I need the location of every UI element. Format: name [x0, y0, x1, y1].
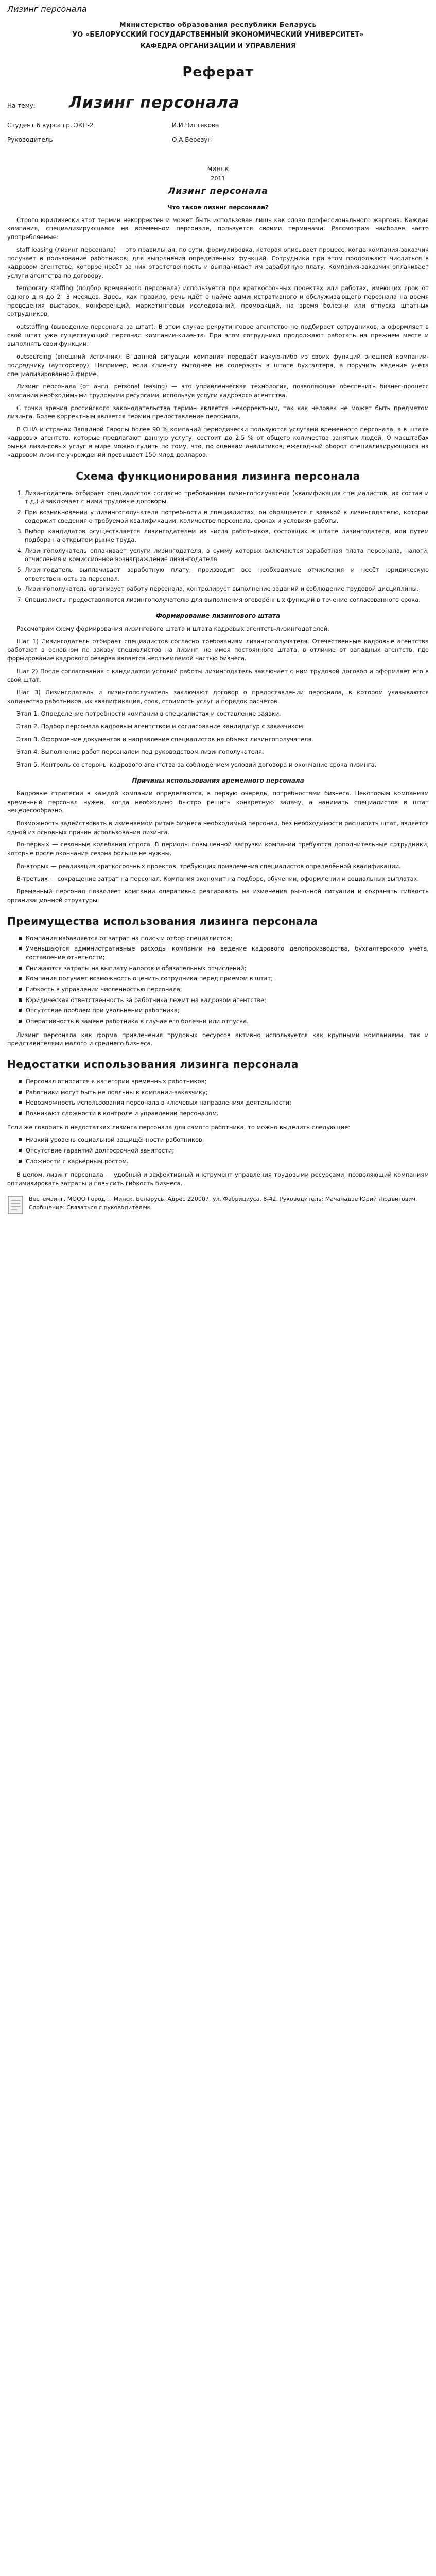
supervisor-row	[7, 135, 429, 144]
list-item: Отсутствие проблем при увольнении работника;	[19, 1006, 429, 1015]
list-item: 4. Лизингополучатель оплачивает услуги лизингодателя, в сумму которых включаются заработная плата персонала, налоги, отчисления и комиссионное вознаграждение лизингодателя.	[25, 547, 429, 564]
list-item: Уменьшаются административные расходы компании на ведение кадрового делопроизводства, бухгалтерского учёта, составление отчётности;	[19, 944, 429, 961]
formation-paragraph: Рассмотрим схему формирования лизингового штата и штата кадровых агентств-лизингодателей.	[16, 625, 329, 632]
disadvantages-intro: Если же говорить о недостатках лизинга персонала для самого работника, то можно выделить следующие:	[7, 1123, 351, 1131]
document-page	[0, 0, 436, 1225]
footer-text: Вестемзинг, МООО Город г. Минск, Беларусь. Адрес 220007, ул. Фабрициуса, 8-42. Руководитель: Мачанадзе Юрий Людвигович. Сообщение: Связаться с руководителем.	[29, 1195, 417, 1211]
list-item: Гибкость в управлении численностью персонала;	[19, 985, 429, 994]
what-is-title: Что такое лизинг персонала?	[167, 204, 269, 211]
list-item: Низкий уровень социальной защищённости работников;	[19, 1136, 429, 1144]
document-title: Лизинг персонала	[7, 4, 87, 14]
main-title: Лизинг персонала	[168, 186, 268, 197]
list-item: Возникают сложности в контроле и управлении персоналом.	[19, 1109, 429, 1118]
intro-paragraph: В США и странах Западной Европы более 90 % компаний периодически пользуются услугами временного персонала, а в штате кадровых агентств, которые предлагают данную услугу, состоит до 2,5 % от общего количества занятых людей. О масштабах рынка лизинговых услуг в мире можно судить по тому, что, по оценкам аналитиков, ежегодный оборот специализирующихся на кадровом лизинге учреждений превышает 150 млрд долларов.	[7, 425, 429, 459]
list-item: Оперативность в замене работника в случае его болезни или отпуска.	[19, 1017, 429, 1026]
disadvantages-heading: Недостатки использования лизинга персонала	[7, 1058, 299, 1071]
list-item: 3. Выбор кандидатов осуществляется лизингодателем из числа работников, состоящих в штате лизингодателя, или путём подбора на открытом рынке труда.	[25, 527, 429, 544]
advantages-note: Лизинг персонала как форма привлечения трудовых ресурсов активно используется как крупными компаниями, так и представителями малого и среднего бизнеса.	[7, 1031, 429, 1047]
reasons-paragraph: Во-первых — сезонные колебания спроса. В периоды повышенной загрузки компании требуются дополнительные сотрудники, которые после окончания сезона больше не нужны.	[7, 841, 429, 857]
list-item: Работники могут быть не лояльны к компании-заказчику;	[19, 1088, 429, 1097]
work-kind: Реферат	[182, 64, 254, 80]
title-page	[7, 20, 429, 183]
intro-paragraph: outstaffing (выведение персонала за штат). В этом случае рекрутинговое агентство не подбирает сотрудников, а оформляет в свой штат уже существующий персонал компании-клиента. При этом сотрудники продолжают работать на прежнем месте и выполнять свои функции.	[7, 323, 429, 348]
list-item: Юридическая ответственность за работника лежит на кадровом агентстве;	[19, 996, 429, 1005]
advantages-heading: Преимущества использования лизинга персонала	[7, 914, 318, 927]
footer-note	[7, 1195, 429, 1215]
list-item: 2. При возникновении у лизингополучателя потребности в специалистах, он обращается с заявкой к лизингодателю, которая содержит сведения о требуемой квалификации, количестве персонала, сроках и условиях работы.	[25, 508, 429, 525]
ministry-name: Министерство образования республики Беларусь	[119, 21, 317, 29]
list-item: 7. Специалисты предоставляются лизингополучателю для выполнения оговорённых функций в течение согласованного срока.	[25, 596, 429, 604]
topic-label: На тему:	[7, 101, 36, 109]
reasons-heading: Причины использования временного персонала	[132, 776, 304, 784]
formation-paragraph: Шаг 1) Лизингодатель отбирает специалистов согласно требованиям лизингополучателя. Отечественные кадровые агентства работают в основном по заказу специалистов на лизинг, не имея постоянного штата, в отличие от западных агентств, где формирование кадрового резерва является неотъемлемой частью бизнеса.	[7, 637, 429, 663]
reasons-paragraph: Во-вторых — реализация краткосрочных проектов, требующих привлечения специалистов определённой квалификации.	[16, 862, 401, 870]
intro-section	[7, 216, 429, 460]
university-name: УО «БЕЛОРУССКИЙ ГОСУДАРСТВЕННЫЙ ЭКОНОМИЧЕСКИЙ УНИВЕРСИТЕТ»	[72, 31, 364, 39]
list-item: 1. Лизингодатель отбирает специалистов согласно требованиям лизингополучателя (квалификация специалистов, их состав и т.д.) и заключает с ними трудовые договоры.	[25, 489, 429, 506]
supervisor-label: Руководитель	[7, 135, 53, 143]
supervisor-name: О.А.Березун	[172, 135, 212, 143]
intro-paragraph: Строго юридически этот термин некорректен и может быть использован лишь как слово профессионального жаргона. Каждая компания, специализирующаяся на временном персонале, пользуется своими терминами. Рассмотрим наиболее часто употребляемые:	[7, 216, 429, 241]
list-item: Персонал относится к категории временных работников;	[19, 1077, 429, 1086]
formation-paragraph: Этап 2. Подбор персонала кадровым агентством и согласование кандидатур с заказчиком.	[16, 723, 305, 731]
student-label: Студент 6 курса гр. ЭКП-2	[7, 122, 94, 129]
intro-paragraph: outsourcing (внешний источник). В данной ситуации компания передаёт какую-либо из своих функций внешней компании-подрядчику (аутсорсеру). Например, если клиенту выгоднее не содержать в штате бухгалтера, а поручить ведение учёта специализированной фирме.	[7, 353, 429, 378]
final-paragraph: В целом, лизинг персонала — удобный и эффективный инструмент управления трудовыми ресурсами, позволяющий компаниям оптимизировать затраты и повысить гибкость бизнеса.	[7, 1171, 429, 1187]
topic-value: Лизинг персонала	[69, 93, 240, 112]
year: 2011	[211, 175, 225, 182]
advantages-list	[7, 934, 429, 1026]
document-icon	[7, 1195, 25, 1215]
reasons-section	[7, 789, 429, 904]
scheme-list	[7, 489, 429, 604]
department-name: КАФЕДРА ОРГАНИЗАЦИИ И УПРАВЛЕНИЯ	[140, 42, 296, 50]
formation-paragraph: Этап 5. Контроль со стороны кадрового агентства за соблюдением условий договора и окончание срока лизинга.	[16, 761, 377, 769]
topic-row	[7, 92, 429, 114]
intro-paragraph: temporary staffing (подбор временного персонала) используется при краткосрочных проектах или работах, имеющих срок от одного дня до 2—3 месяцев. Здесь, как правило, речь идёт о найме административного и обслуживающего персонала на время проведения выставок, конференций, маркетинговых исследований, промоакций, на время болезни или отпуска штатных сотрудников.	[7, 284, 429, 318]
list-item: Сложности с карьерным ростом.	[19, 1157, 429, 1166]
list-item: Снижаются затраты на выплату налогов и обязательных отчислений;	[19, 964, 429, 973]
list-item: Компания получает возможность оценить сотрудника перед приёмом в штат;	[19, 974, 429, 983]
disadvantages-worker-list	[7, 1136, 429, 1165]
list-item: 6. Лизингополучатель организует работу персонала, контролирует выполнение заданий и соблюдение трудовой дисциплины.	[25, 585, 429, 594]
formation-paragraph: Этап 4. Выполнение работ персоналом под руководством лизингополучателя.	[16, 748, 264, 756]
disadvantages-list	[7, 1077, 429, 1118]
reasons-paragraph: Временный персонал позволяет компании оперативно реагировать на изменения рыночной ситуации и сохранять гибкость организационной структуры.	[7, 888, 429, 904]
student-name: И.И.Чистякова	[172, 122, 219, 129]
list-item: Компания избавляется от затрат на поиск и отбор специалистов;	[19, 934, 429, 943]
formation-section	[7, 624, 429, 769]
student-row	[7, 121, 429, 130]
list-item: 5. Лизингодатель выплачивает заработную плату, производит все необходимые отчисления и несёт юридическую ответственность за персонал.	[25, 566, 429, 583]
formation-paragraph: Этап 3. Оформление документов и направление специалистов на объект лизингополучателя.	[16, 735, 313, 743]
formation-paragraph: Шаг 3) Лизингодатель и лизингополучатель заключают договор о предоставлении персонала, в котором указываются количество работников, их квалификация, срок, стоимость услуг и порядок расчётов.	[7, 689, 429, 705]
reasons-paragraph: Кадровые стратегии в каждой компании определяются, в первую очередь, потребностями бизнеса. Некоторым компаниям временный персонал нужен, когда необходимо быстро решить конкретную задачу, а нанимать специалистов в штат нецелесообразно.	[7, 790, 429, 815]
formation-paragraph: Шаг 2) После согласования с кандидатом условий работы лизингодатель заключает с ним трудовой договор и оформляет его в свой штат.	[7, 667, 429, 684]
intro-paragraph: staff leasing (лизинг персонала) — это правильная, по сути, формулировка, которая описывает процесс, когда компания-заказчик получает в пользование работников, для выполнения определённых функций. Сотрудники при этом продолжают числиться в кадровом агентстве, которое несёт за них ответственность и выплачивает им заработную плату. Компания-заказчик оплачивает услуги агентства по договору.	[7, 246, 429, 279]
city-year	[7, 165, 429, 183]
scheme-heading: Схема функционирования лизинга персонала	[76, 469, 360, 482]
formation-heading: Формирование лизингового штата	[155, 612, 281, 619]
city: МИНСК	[207, 166, 229, 173]
reasons-paragraph: В-третьих — сокращение затрат на персонал. Компания экономит на подборе, обучении, оформлении и социальных выплатах.	[16, 875, 420, 883]
intro-paragraph: Лизинг персонала (от англ. personal leasing) — это управленческая технология, позволяющая обеспечить бизнес-процесс компании необходимыми трудовыми ресурсами, используя услуги кадрового агентства.	[7, 383, 429, 399]
reasons-paragraph: Возможность задействовать в изменяемом ритме бизнеса необходимый персонал, без необходимости расширять штат, является одной из основных причин использования лизинга.	[7, 820, 429, 836]
list-item: Отсутствие гарантий долгосрочной занятости;	[19, 1146, 429, 1155]
list-item: Невозможность использования персонала в ключевых направлениях деятельности;	[19, 1098, 429, 1107]
intro-paragraph: С точки зрения российского законодательства термин является некорректным, так как человек не может быть предметом лизинга. Более корректным является термин предоставление персонала.	[7, 404, 429, 420]
formation-paragraph: Этап 1. Определение потребности компании в специалистах и составление заявки.	[16, 710, 281, 718]
